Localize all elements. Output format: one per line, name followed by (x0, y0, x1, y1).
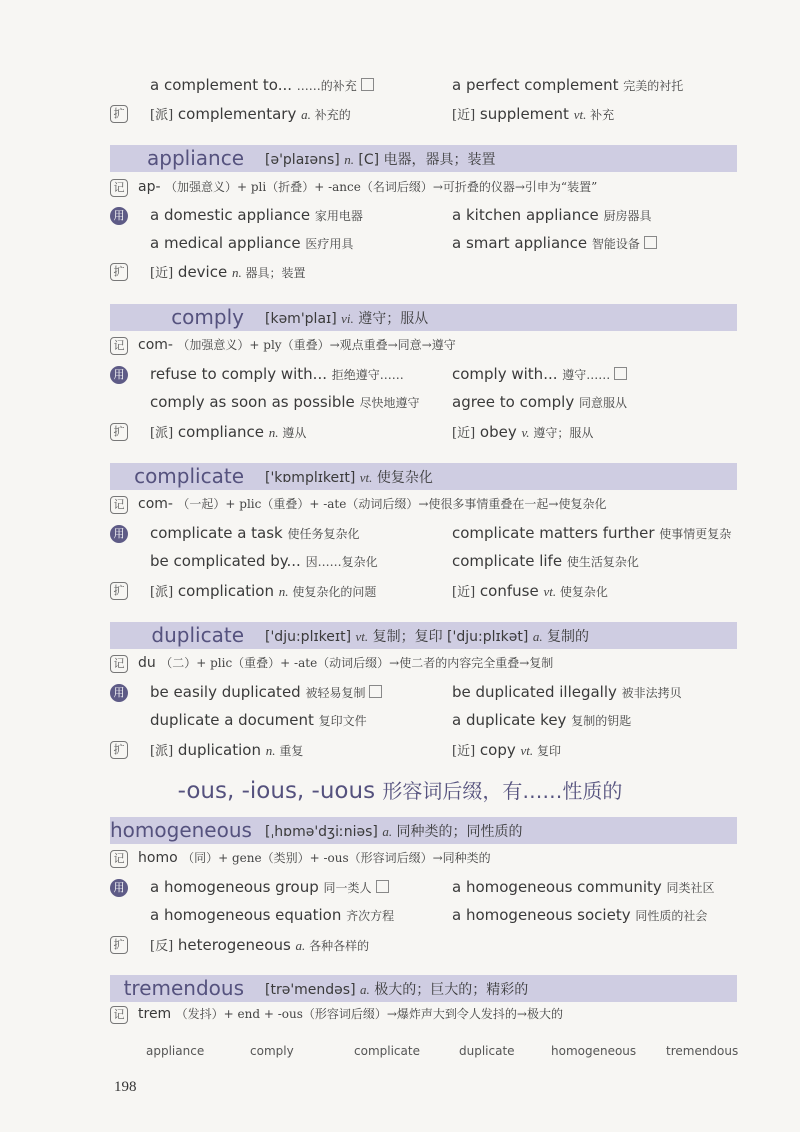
definition: ['kɒmplɪkeɪt] vt. 使复杂化 (265, 470, 433, 486)
audio-icon (376, 880, 389, 893)
usage-left: a medical appliance 医疗用具 (150, 234, 354, 252)
headword: appliance (147, 146, 244, 170)
extension-icon: 扩 (110, 582, 128, 600)
entry-header-comply (110, 304, 737, 331)
entry-header-tremendous (110, 975, 737, 1002)
extension-left: [派] complication n. 使复杂化的问题 (150, 582, 377, 600)
extension-left: [反] heterogeneous a. 各种各样的 (150, 936, 370, 954)
memo-text: ap- （加强意义）+ pli（折叠）+ -ance（名词后缀）→可折叠的仪器→引申为“装置” (138, 179, 598, 195)
extension-left: [派] duplication n. 重复 (150, 741, 304, 759)
entry-header-duplicate (110, 622, 737, 649)
memo-icon: 记 (110, 496, 128, 514)
memo-row (110, 492, 738, 520)
extension-right: [近] confuse vt. 使复杂化 (452, 582, 608, 600)
usage-row (110, 231, 738, 259)
usage-right: a homogeneous community 同类社区 (452, 878, 715, 896)
usage-left: a homogeneous group 同一类人 (150, 878, 389, 896)
usage-icon: 用 (110, 525, 128, 543)
usage-row (110, 549, 738, 577)
usage-row (110, 362, 738, 390)
memo-text: trem （发抖）+ end + -ous（形容词后缀）→爆炸声大到令人发抖的→极大的 (138, 1006, 563, 1022)
memo-row (110, 175, 738, 203)
usage-left: refuse to comply with... 拒绝遵守…… (150, 365, 404, 383)
usage-right: agree to comply 同意服从 (452, 393, 627, 411)
usage-icon: 用 (110, 684, 128, 702)
usage-row (110, 521, 738, 549)
memo-row (110, 1002, 738, 1030)
memo-text: com- （加强意义）+ ply（重叠）→观点重叠→同意→遵守 (138, 337, 456, 353)
memo-row (110, 333, 738, 361)
entry-header-complicate (110, 463, 737, 490)
extension-row (110, 419, 738, 447)
headword: comply (171, 305, 244, 329)
usage-icon: 用 (110, 366, 128, 384)
footer-word-index (110, 1044, 738, 1066)
extension-icon: 扩 (110, 936, 128, 954)
usage-row (110, 203, 738, 231)
usage-right: complicate matters further 使事情更复杂 (452, 524, 732, 542)
extension-left: [近] device n. 器具；装置 (150, 263, 306, 281)
definition: [ˌhɒmə'dʒiːniəs] a. 同种类的；同性质的 (265, 824, 523, 840)
extension-row (110, 932, 738, 960)
headword: tremendous (123, 976, 244, 1000)
extension-right: [近] copy vt. 复印 (452, 741, 561, 759)
section-title: -ous, -ious, -uous 形容词后缀，有……性质的 (177, 778, 623, 804)
footer-word: tremendous (666, 1044, 739, 1058)
usage-left: be easily duplicated 被轻易复制 (150, 683, 382, 701)
usage-row (110, 73, 738, 101)
usage-row (110, 680, 738, 708)
extension-icon: 扩 (110, 741, 128, 759)
extension-icon: 扩 (110, 423, 128, 441)
extension-left: [派] complementary a. 补充的 (150, 105, 351, 123)
usage-right: be duplicated illegally 被非法拷贝 (452, 683, 682, 701)
memo-text: com- （一起）+ plic（重叠）+ -ate（动词后缀）→使很多事情重叠在一起→使复杂化 (138, 496, 607, 512)
audio-icon (614, 367, 627, 380)
footer-word: complicate (354, 1044, 420, 1058)
memo-icon: 记 (110, 655, 128, 673)
memo-row (110, 651, 738, 679)
entry-header-homogeneous (110, 817, 737, 844)
extension-right: [近] supplement vt. 补充 (452, 105, 615, 123)
extension-icon: 扩 (110, 105, 128, 123)
audio-icon (644, 236, 657, 249)
usage-left: a complement to... ……的补充 (150, 76, 374, 94)
memo-icon: 记 (110, 1006, 128, 1024)
usage-right: complicate life 使生活复杂化 (452, 552, 639, 570)
definition: ['dju:plɪkeɪt] vt. 复制；复印 ['dju:plɪkət] a. 复制的 (265, 629, 590, 645)
usage-right: comply with... 遵守…… (452, 365, 627, 383)
audio-icon (369, 685, 382, 698)
usage-left: a homogeneous equation 齐次方程 (150, 906, 395, 924)
footer-word: appliance (146, 1044, 205, 1058)
usage-right: a smart appliance 智能设备 (452, 234, 657, 252)
usage-right: a perfect complement 完美的衬托 (452, 76, 684, 94)
usage-left: complicate a task 使任务复杂化 (150, 524, 360, 542)
audio-icon (361, 78, 374, 91)
headword: duplicate (151, 623, 244, 647)
usage-left: duplicate a document 复印文件 (150, 711, 367, 729)
page-number: 198 (114, 1079, 137, 1095)
footer-word: duplicate (459, 1044, 515, 1058)
memo-text: homo （同）+ gene（类别）+ -ous（形容词后缀）→同种类的 (138, 850, 491, 866)
usage-right: a kitchen appliance 厨房器具 (452, 206, 652, 224)
usage-left: a domestic appliance 家用电器 (150, 206, 363, 224)
extension-row (110, 259, 738, 287)
extension-row (110, 101, 738, 129)
extension-left: [派] compliance n. 遵从 (150, 423, 307, 441)
usage-right: a homogeneous society 同性质的社会 (452, 906, 708, 924)
memo-text: du （二）+ plic（重叠）+ -ate（动词后缀）→使二者的内容完全重叠→复制 (138, 655, 554, 671)
definition: [trə'mendəs] a. 极大的；巨大的；精彩的 (265, 982, 529, 998)
extension-icon: 扩 (110, 263, 128, 281)
usage-left: comply as soon as possible 尽快地遵守 (150, 393, 420, 411)
usage-row (110, 708, 738, 736)
usage-right: a duplicate key 复制的钥匙 (452, 711, 632, 729)
usage-row (110, 875, 738, 903)
memo-icon: 记 (110, 179, 128, 197)
usage-icon: 用 (110, 879, 128, 897)
memo-icon: 记 (110, 337, 128, 355)
usage-row (110, 390, 738, 418)
memo-icon: 记 (110, 850, 128, 868)
usage-icon: 用 (110, 207, 128, 225)
headword: complicate (134, 464, 244, 488)
extension-row (110, 737, 738, 765)
extension-right: [近] obey v. 遵守；服从 (452, 423, 594, 441)
footer-word: homogeneous (551, 1044, 637, 1058)
usage-row (110, 903, 738, 931)
footer-word: comply (250, 1044, 294, 1058)
entry-header-appliance (110, 145, 737, 172)
extension-row (110, 578, 738, 606)
definition: [ə'plaɪəns] n. [C] 电器，器具；装置 (265, 152, 496, 168)
memo-row (110, 846, 738, 874)
definition: [kəm'plaɪ] vi. 遵守；服从 (265, 311, 429, 327)
usage-left: be complicated by... 因……复杂化 (150, 552, 378, 570)
headword: homogeneous (110, 818, 252, 842)
